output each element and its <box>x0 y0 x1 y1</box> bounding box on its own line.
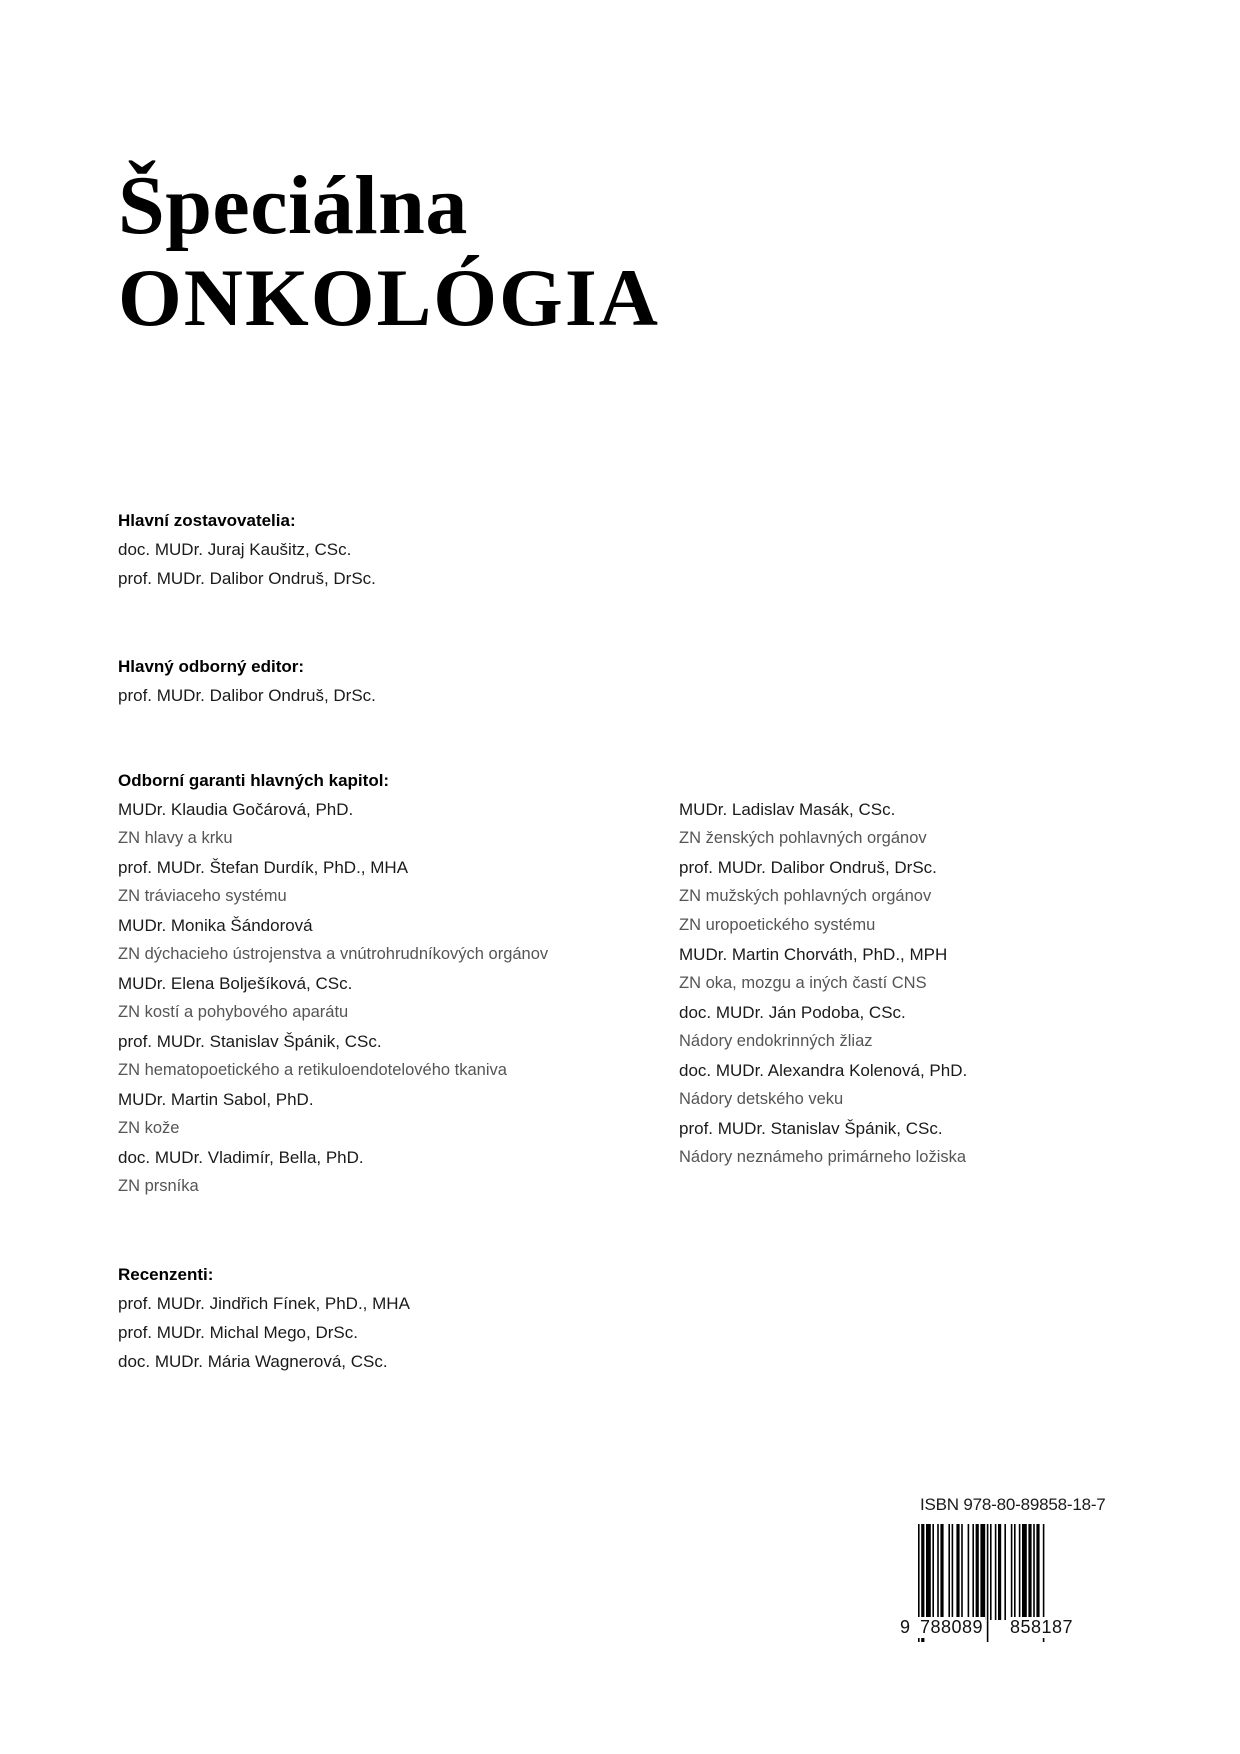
barcode-bar <box>932 1524 934 1620</box>
guarantor-name: MUDr. Monika Šándorová <box>118 916 313 935</box>
chapter-topic: ZN ženských pohlavných orgánov <box>679 829 927 847</box>
barcode-bar <box>1019 1524 1021 1620</box>
reviewers-section <box>118 1260 410 1376</box>
guarantor-name: MUDr. Ladislav Masák, CSc. <box>679 800 896 819</box>
guarantors-left-column <box>118 795 548 1201</box>
barcode-bar <box>1014 1524 1016 1620</box>
reviewer-name: prof. MUDr. Michal Mego, DrSc. <box>118 1323 358 1342</box>
barcode-digits-right: 858187 <box>1010 1617 1074 1637</box>
compilers-heading: Hlavní zostavovatelia: <box>118 511 296 530</box>
book-title <box>118 160 660 344</box>
compiler-name: prof. MUDr. Dalibor Ondruš, DrSc. <box>118 569 376 588</box>
barcode-bar <box>1036 1524 1039 1620</box>
guarantor-name: MUDr. Martin Chorváth, PhD., MPH <box>679 945 948 964</box>
barcode-bar <box>1022 1524 1027 1620</box>
chapter-topic: ZN tráviaceho systému <box>118 887 287 905</box>
editor-heading: Hlavný odborný editor: <box>118 657 305 676</box>
barcode-bar <box>976 1524 979 1620</box>
reviewer-name: prof. MUDr. Jindřich Fínek, PhD., MHA <box>118 1294 410 1313</box>
barcode-bar <box>1028 1524 1031 1620</box>
reviewers-heading: Recenzenti: <box>118 1265 214 1284</box>
reviewer-name: doc. MUDr. Mária Wagnerová, CSc. <box>118 1352 388 1371</box>
barcode-bar <box>990 1524 992 1620</box>
chapter-topic: ZN kostí a pohybového aparátu <box>118 1003 349 1021</box>
guarantor-name: doc. MUDr. Ján Podoba, CSc. <box>679 1003 906 1022</box>
guarantors-section <box>118 766 548 1201</box>
guarantors-right-column <box>679 795 967 1172</box>
guarantor-name: MUDr. Martin Sabol, PhD. <box>118 1090 314 1109</box>
barcode-bar <box>937 1524 939 1620</box>
chapter-topic: ZN oka, mozgu a iných častí CNS <box>679 974 927 992</box>
guarantor-name: MUDr. Klaudia Gočárová, PhD. <box>118 800 354 819</box>
title-line-2: ONKOLÓGIA <box>118 252 660 343</box>
barcode-digits <box>898 1617 1094 1643</box>
editor-name: prof. MUDr. Dalibor Ondruš, DrSc. <box>118 686 376 705</box>
guarantor-name: doc. MUDr. Alexandra Kolenová, PhD. <box>679 1061 968 1080</box>
chapter-topic: ZN uropoetického systému <box>679 916 876 934</box>
chapter-topic: Nádory endokrinných žliaz <box>679 1032 873 1050</box>
chapter-topic: ZN hematopoetického a retikuloendotelového tkaniva <box>118 1061 507 1079</box>
barcode-bar <box>956 1524 959 1620</box>
guarantor-name: prof. MUDr. Dalibor Ondruš, DrSc. <box>679 858 937 877</box>
chapter-topic: ZN mužských pohlavných orgánov <box>679 887 932 905</box>
chapter-topic: ZN hlavy a krku <box>118 829 233 847</box>
barcode-bar <box>980 1524 985 1620</box>
barcode-bar <box>1011 1524 1013 1620</box>
chapter-topic: ZN prsníka <box>118 1177 199 1195</box>
barcode-bar <box>926 1524 931 1620</box>
guarantor-name: prof. MUDr. Stanislav Špánik, CSc. <box>118 1032 382 1051</box>
isbn-label: ISBN 978-80-89858-18-7 <box>920 1495 1106 1514</box>
barcode-bar <box>1004 1524 1006 1620</box>
barcode-bar <box>968 1524 970 1620</box>
barcode-bar <box>995 1524 997 1620</box>
barcode-bar <box>948 1524 950 1620</box>
barcode-bar <box>961 1524 963 1620</box>
barcode-bar <box>972 1524 974 1620</box>
guarantor-name: MUDr. Elena Bolješíková, CSc. <box>118 974 353 993</box>
barcode-digit-first: 9 <box>900 1617 911 1637</box>
guarantor-name: prof. MUDr. Štefan Durdík, PhD., MHA <box>118 858 409 877</box>
chapter-topic: Nádory neznámeho primárneho ložiska <box>679 1148 967 1166</box>
chapter-topic: ZN dýchacieho ústrojenstva a vnútrohrudníkových orgánov <box>118 945 549 963</box>
compiler-name: doc. MUDr. Juraj Kaušitz, CSc. <box>118 540 352 559</box>
barcode-bar <box>952 1524 954 1620</box>
chapter-topic: ZN kože <box>118 1119 180 1137</box>
barcode-digits-left: 788089 <box>920 1617 984 1637</box>
chapter-topic: Nádory detského veku <box>679 1090 844 1108</box>
editor-section <box>118 652 376 710</box>
guarantor-name: doc. MUDr. Vladimír, Bella, PhD. <box>118 1148 364 1167</box>
barcode-bar <box>1033 1524 1035 1620</box>
title-line-1: Špeciálna <box>118 159 468 252</box>
barcode-bar <box>998 1524 1001 1620</box>
barcode-bar <box>940 1524 943 1620</box>
compilers-section <box>118 506 376 593</box>
guarantors-heading: Odborní garanti hlavných kapitol: <box>118 771 390 790</box>
guarantor-name: prof. MUDr. Stanislav Špánik, CSc. <box>679 1119 943 1138</box>
